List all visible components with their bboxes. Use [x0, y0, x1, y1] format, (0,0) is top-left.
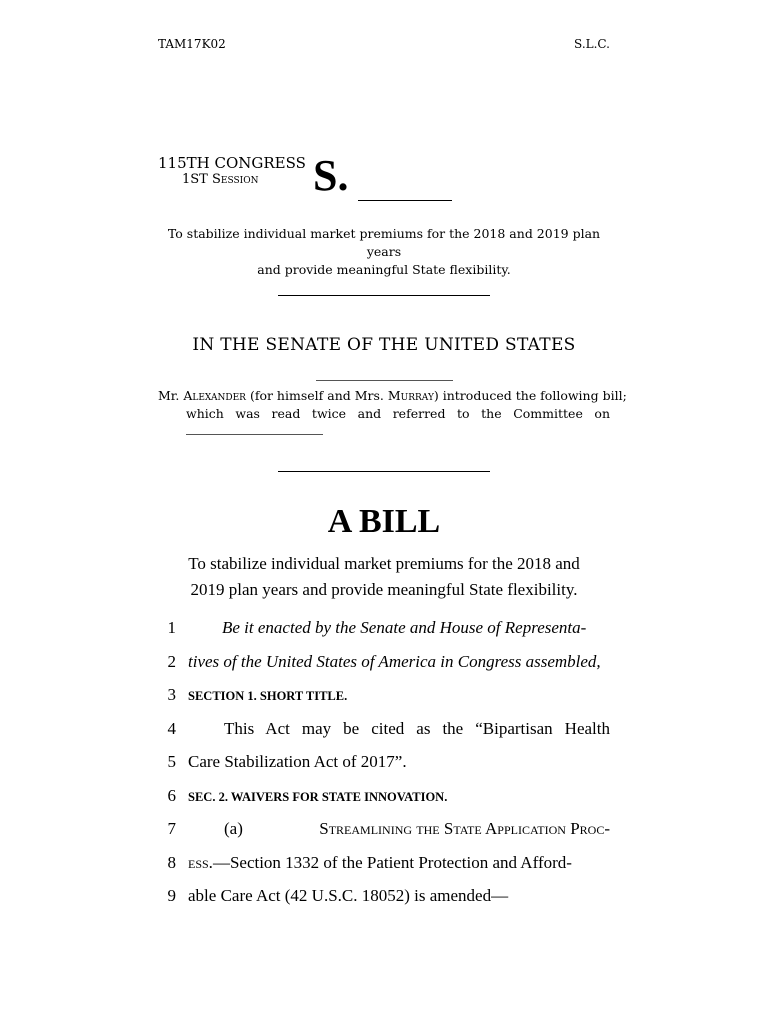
- committee-blank-rule: [186, 434, 323, 435]
- line-number: 2: [167, 652, 176, 671]
- enacting-clause: tives of the United States of America in Congress assembled,: [188, 652, 601, 671]
- line-number: 6: [167, 786, 176, 805]
- chamber-heading: IN THE SENATE OF THE UNITED STATES: [192, 335, 576, 355]
- date-blank-rule: [316, 380, 453, 381]
- bill-number-blank: [358, 200, 452, 201]
- bill-title: A BILL: [327, 503, 441, 540]
- congress-ordinal: 115TH: [158, 154, 210, 172]
- sponsor-name: Alexander: [183, 388, 246, 403]
- line-number: 3: [167, 685, 176, 704]
- line-number: 7: [167, 819, 176, 838]
- office-code: S.L.C.: [574, 37, 610, 51]
- purpose-summary: [150, 225, 618, 279]
- body-text: able Care Act (42 U.S.C. 18052) is amended—: [188, 886, 509, 905]
- enacting-clause: Be it enacted by the Senate and House of Representa-: [222, 618, 587, 637]
- purpose-summary-line1: To stabilize individual market premiums for the 2018 and 2019 plan years: [167, 226, 601, 259]
- session-ordinal: 1ST: [182, 172, 208, 187]
- intro-line-2: which was read twice and referred to the Committee on: [186, 406, 610, 421]
- congress-label: CONGRESS: [214, 154, 306, 172]
- section-heading: SECTION 1. SHORT TITLE.: [188, 689, 348, 703]
- line-number: 5: [167, 752, 176, 771]
- line-number: 1: [167, 618, 176, 637]
- line-number: 9: [167, 886, 176, 905]
- subsection-heading: [224, 819, 610, 839]
- bill-purpose-line2: 2019 plan years and provide meaningful State flexibility.: [190, 580, 578, 599]
- purpose-summary-line2: and provide meaningful State flexibility.: [257, 262, 511, 277]
- line-number: 8: [167, 853, 176, 872]
- congress-number: [158, 155, 306, 171]
- body-text-continued: —Section 1332 of the Patient Protection and Afford-: [212, 853, 572, 872]
- intro-title: Mr.: [158, 388, 180, 403]
- session-label: [182, 172, 258, 187]
- intro-line-1: [158, 388, 627, 403]
- body-text: This Act may be cited as the “Bipartisan Health: [224, 719, 610, 738]
- divider-rule: [278, 471, 490, 472]
- body-text: [188, 853, 610, 873]
- divider-rule: [278, 295, 490, 296]
- session-word: Session: [212, 172, 259, 187]
- line-number: 4: [167, 719, 176, 738]
- subsection-title-end: ess.: [188, 853, 213, 872]
- intro-text: (for himself and Mrs.: [249, 388, 384, 403]
- subsection-title: Streamlining the State Application Proc-: [319, 819, 610, 838]
- document-id: TAM17K02: [158, 37, 226, 51]
- cosponsor-name: Murray: [387, 388, 434, 403]
- bill-purpose-line1: To stabilize individual market premiums for the 2018 and: [188, 554, 580, 573]
- bill-purpose: [160, 551, 608, 603]
- bill-prefix: S.: [313, 151, 349, 200]
- section-heading: SEC. 2. WAIVERS FOR STATE INNOVATION.: [188, 790, 448, 804]
- intro-text-end: ) introduced the following bill;: [433, 388, 627, 403]
- body-text: Care Stabilization Act of 2017”.: [188, 752, 407, 771]
- subsection-label: (a): [224, 819, 243, 838]
